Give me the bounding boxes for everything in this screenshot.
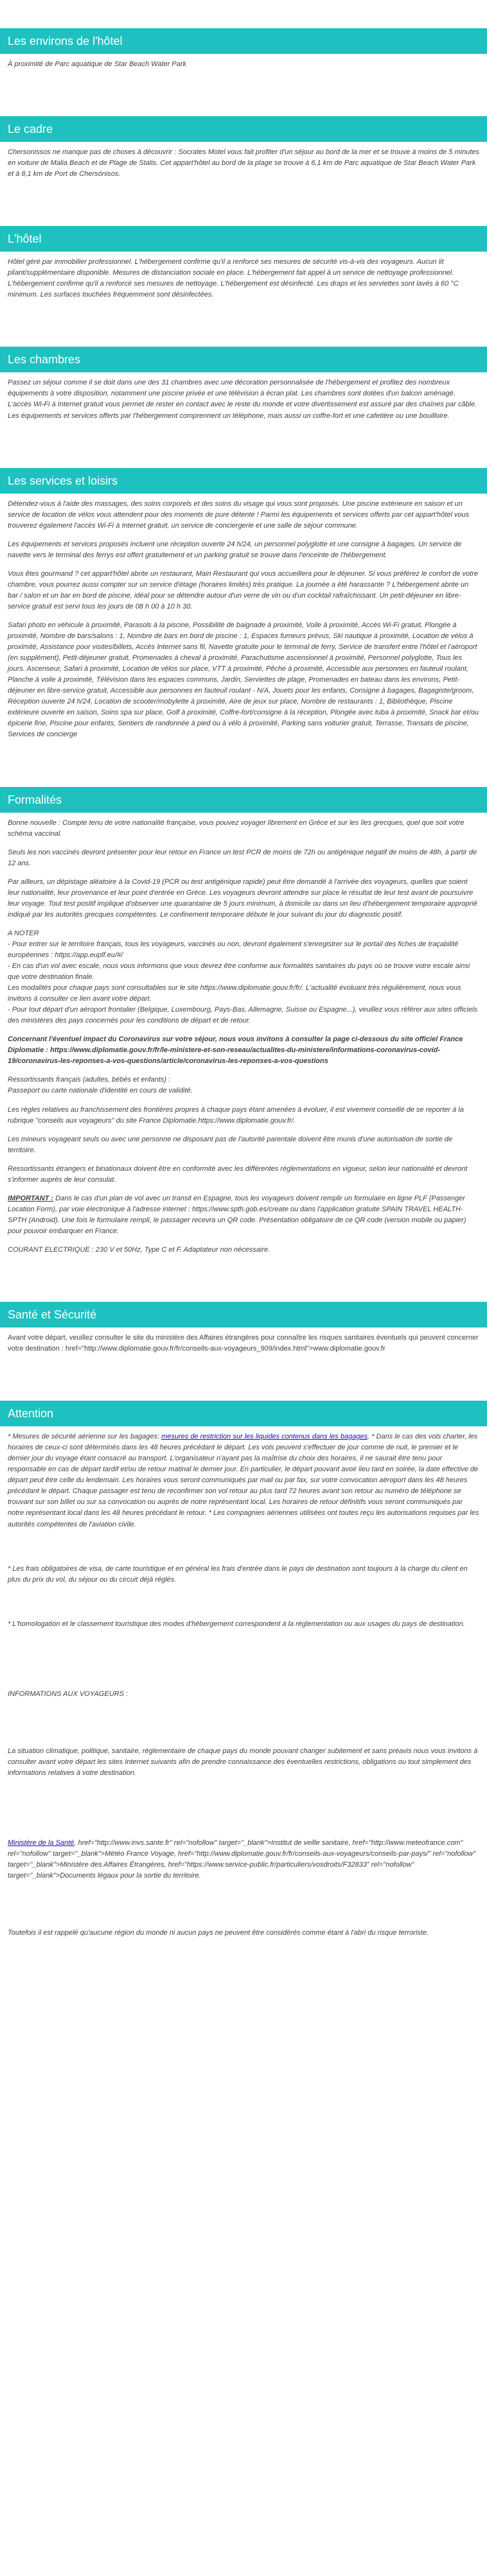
note-line: - Pour tout départ d'un aéroport frontalier (Belgique, Luxembourg, Pays-Bas, Allemagne, Suisse ou Espagne...), veuillez vous référer aux sites officiels des ministères des pays concernés pour les conditions de départ et de retour. [8,1006,478,1025]
note-line: - En cas d'un vol avec escale, nous vous informons que vous devrez être conforme aux formalités sanitaires du pays où se trouve votre escale ainsi que votre destination finale. [8,962,470,981]
environs-text: À proximité de Parc aquatique de Star Beach Water Park [8,60,186,68]
regles-text: Les règles relatives au franchissement des frontières propres à chaque pays étant amenées à évoluer, il est vivement conseillé de se reporter à la rubrique "conseils aux voyageurs" du site France Diplomatie.https://www.diplomatie.gouv.fr/. [8,1105,464,1125]
page-content [0,28,487,1939]
mineurs-text: Les mineurs voyageant seuls ou avec une personne ne disposant pas de l'autorité parentale doivent être munis d'une autorisation de sortie de territoire. [8,1135,453,1154]
etrangers-text: Ressortissants étrangers et binationaux doivent être en conformité avec les différentes réglementations en vigueur, selon leur nationalité et devront s'informer auprès de leur consulat. [8,1164,468,1184]
passeport-text: Passeport ou carte nationale d'identité en cours de validité. [8,1087,193,1095]
formalites-p1: Bonne nouvelle : Compte tenu de votre nationalité française, vous pouvez voyager librement en Grèce et sur les îles grecques, quel que soit votre schéma vaccinal. [8,818,465,838]
environs-body [0,54,487,70]
attention-p1-rest: . * Dans le cas des vols charter, les horaires de ceux-ci sont déterminés dans les 48 heures précédant le départ. Les vols peuvent s'effectuer de jour comme de nuit, le premier et le dernier jour du voyage étant consacré au transport. L'organisateur n'ayant pas la maîtrise du choix des horaires, il ne saurait être tenu pour responsable en cas de départ tardif et/ou de retour matinal le dernier jour. En particulier, le départ pouvant avoir lieu tard en soirée, la date effective de départ peut être celle du lendemain. Les horaires vous seront communiqués par mail ou par fax, sur votre convocation aéroport dans les 48 heures précédant le départ. Chaque passager est tenu de reconfirmer son vol retour au plus tard 72 heures avant son retour au numéro de téléphone se trouvant sur son billet ou sur sa convocation ou auprès de notre représentant local. Les horaires de retour définitifs vous seront communiqués par notre représentant local dans les 48 heures précédant le retour. * Les compagnies aériennes utilisées ont toutes reçu les autorisations requises par les autorités compétentes de l'aviation civile. [8,1433,479,1528]
courant-text: COURANT ELECTRIQUE : 230 V et 50Hz, Type C et F. Adaptateur non nécessaire. [8,1246,270,1254]
hotel-body [0,252,487,300]
important-text: Dans le cas d'un plan de vol avec un transit en Espagne, tous les voyageurs doivent remplir un formulaire en ligne PLF (Passenger Location Form), par voie électronique à l'adresse internet : https://www.spth.gob.es/create ou dans l'application gratuite SPAIN TRAVEL HEALTH-SPTH (Android). Une fois le formulaire rempli, le passager recevra un QR code. Présentation obligatoire de ce QR code (version mobile ou papier) pour pouvoir embarquer en France. [8,1194,466,1235]
info-voyageurs-title: INFORMATIONS AUX VOYAGEURS : [8,1690,128,1698]
attention-p2: * Les frais obligatoires de visa, de carte touristique et en général les frais d'entrée dans le pays de destination sont toujours à la charge du client en plus du prix du vol, du séjour ou du circuit déjà réglés. [8,1564,468,1584]
formalites-p2: Seuls les non vaccinés devront présenter pour leur retour en France un test PCR de moins de 72h ou antigénique négatif de moins de 48h, à partir de 12 ans. [8,848,477,867]
note-line: Les modalités pour chaque pays sont consultables sur le site https://www.diplomatie.gouv.fr/fr/. L'actualité évoluant très régulièrement, nous vous invitons à consulter ce lien avant votre départ. [8,984,461,1003]
final-text: Toutefois il est rappelé qu'aucune région du monde ni aucun pays ne peuvent être considérés comme étant à l'abri du risque terroriste. [8,1929,429,1937]
services-p2: Les équipements et services proposés incluent une réception ouverte 24 h/24, un personnel polyglotte et une consigne à bagages. Un service de navette vers le terminal des ferrys est offert gratuitement et un parking gratuit se trouve dans l'enceinte de l'hébergement. [8,540,462,559]
hotel-text: Hôtel géré par immobilier professionnel. L'hébergement confirme qu'il a renforcé ses mesures de sécurité vis-à-vis des voyageurs. Aucun lit pliant/supplémentaire disponible. Mesures de distanciation sociale en place. L'hébergement fait appel à un service de nettoyage professionnel. L'hébergement confirme qu'il a renforcé ses mesures de nettoyage. L'hébergement est désinfecté. Les draps et les serviettes sont lavés à 60 °C minimum. Les surfaces touchées fréquemment sont désinfectées. [8,258,459,299]
cadre-body [0,142,487,180]
section-title-chambres: Les chambres [0,347,487,372]
liquid-restriction-link[interactable]: mesures de restriction sur les liquides contenus dans les bagages [161,1433,368,1441]
attention-p3: * L'homologation et le classement touristique des modes d'hébergement correspondent à la réglementation ou aux usages du pays de destination. [8,1620,465,1628]
links-text: , href="http://www.invs.sante.fr" rel="nofollow" target="_blank">Institut de veille sanitaire, href="http://www.meteofrance.com" rel="nofollow" target="_blank">Météo France Voyage, href="http://www.diplomatie.gouv.fr/fr/conseils-aux-voyageurs/conseils-par-pays/" rel="nofollow" target="_blank">Ministère des Affaires Étrangères, href="https://www.service-public.fr/particuliers/vosdroits/F32833" rel="nofollow" target="_blank">Documents légaux pour la sortie du territoire. [8,1838,476,1880]
note-line: - Pour entrer sur le territoire français, tous les voyageurs, vaccinés ou non, devront également s'enregistrer sur le portail des fiches de traçabilité européennes : https://app.euplf.eu/#/ [8,940,459,959]
chambres-body [0,372,487,421]
services-body [0,494,487,741]
resortissants-label: Ressortissants français (adultes, bébés et enfants) : [8,1076,171,1084]
services-p1: Détendez-vous à l'aide des massages, des soins corporels et des soins du visage qui vous sont proposés. Une piscine extérieure en saison et un service de location de vélos vous attendent pour des moments de pure détente ! Parmi les équipements et services offerts par cet appart'hôtel vous trouverez également l'accès Wi-Fi à Internet gratuit, un service de conciergerie et une salle de séjour commune. [8,499,470,530]
section-title-services: Les services et loisirs [0,468,487,494]
section-title-attention: Attention [0,1401,487,1426]
section-title-hotel: L'hôtel [0,226,487,252]
links-paragraph [8,1838,479,1881]
section-title-formalites: Formalités [0,787,487,813]
section-title-environs: Les environs de l'hôtel [0,28,487,54]
important-label: IMPORTANT : [8,1194,54,1202]
attention-p1 [8,1431,479,1530]
sante-text: Avant votre départ, veuillez consulter le site du ministère des Affaires étrangères pour connaître les risques sanitaires éventuels qui peuvent concerner votre destination : href="http://www.diplomatie.gouv.fr/fr/conseils-aux-voyageurs_909/index.html">www.diplomatie.gouv.fr [8,1334,479,1353]
formalites-body [0,813,487,1256]
covid-info-bold: Concernant l'éventuel impact du Coronavirus sur votre séjour, nous vous invitons à consulter la page ci-dessous du site officiel France Diplomatie : https://www.diplomatie.gouv.fr/fr/le-ministere-et-son-reseau/actualites-du-ministere/informations-coronavirus-covid-19/coronavirus-les-reponses-a-vos-questions/article/coronavirus-les-reponses-a-vos-questions [8,1035,463,1066]
services-p3: Vous êtes gourmand ? cet appart'hôtel abrite un restaurant, Main Restaurant qui vous accueillera pour le déjeuner. Si vous préférez le confort de votre chambre, vous pourrez aussi compter sur un service d'étage (horaires limités) très pratique. La journée a été harassante ? L'hébergement abrite un bar / salon et un bar en bord de piscine, idéal pour se détendre autour d'un verre de vin ou d'un cocktail rafraîchissant. Un petit-déjeuner en libre-service gratuit est servi tous les jours de 08 h 00 à 10 h 30. [8,569,478,610]
services-p4: Safari photo en véhicule à proximité, Parasols à la piscine, Possibilité de baignade à proximité, Voile à proximité, Accès Wi-Fi gratuit, Plongée à proximité, Nombre de bars/salons : 1, Nombre de bars en bord de piscine : 1, Espaces fumeurs prévus, Ski nautique à proximité, Location de vélos à proximité, Assistance pour visites/billets, Accès Internet sans fil, Navette gratuite pour le terminal de ferry, Service de transfert entre l'hôtel et l'aéroport (en supplément), Petit-déjeuner gratuit, Promenades à cheval à proximité, Parachutisme ascensionnel à proximité, Personnel polyglotte, Tous les jours. Ascenseur, Safari à proximité, Location de vélos sur place, VTT à proximité, Pêche à proximité, Accessible aux personnes en fauteuil roulant, Planche à voile à proximité, Télévision dans les espaces communs, Jardin, Serviettes de plage, Promenades en bateau dans les environs, Petit-déjeuner en libre-service gratuit, Accessible aux personnes en fauteuil roulant - N/A, Jouets pour les enfants, Consigne à bagages, Bagagiste/groom, Réception ouverte 24 h/24, Location de scooter/mobylette à proximité, Aire de jeux sur place, Nombre de restaurants : 1, Bibliothèque, Piscine extérieure ouverte en saison, Soins spa sur place, Golf à proximité, Coffre-fort/consigne à la réception, Plongée avec tuba à proximité, Snack bar et/ou épicerie fine, Piscine pour enfants, Sentiers de randonnée à pied ou à vélo à proximité, Parking sans voiturier gratuit, Terrasse, Transats de piscine, Services de concierge [8,621,479,739]
section-title-cadre: Le cadre [0,116,487,142]
formalites-p3: Par ailleurs, un dépistage aléatoire à la Covid-19 (PCR ou test antigénique rapide) peut être demandé à l'arrivée des voyageurs, quelles que soient leur nationalité, leur provenance et leur point d'entrée en Grèce. Les voyageurs devront attendre sur place le résultat de leur test avant de poursuivre leur voyage. Tout test positif implique d'observer une quarantaine de 5 jours minimum, à domicile ou dans un lieu d'hébergement temporaire approprié indiqué par les autorités grecques compétentes. Le confinement temporaire débute le jour suivant du jour du diagnostic positif. [8,877,477,919]
important-paragraph [8,1193,479,1237]
sante-body [0,1327,487,1354]
section-title-sante: Santé et Sécurité [0,1302,487,1327]
cadre-text: Chersonissos ne manque pas de choses à découvrir : Socrates Motel vous fait profiter d'un séjour au bord de la mer et se trouve à moins de 5 minutes en voiture de Malia Beach et de Plage de Stalis. Cet appart'hôtel au bord de la plage se trouve à 6,1 km de Parc aquatique de Star Beach Water Park et à 8,1 km de Port de Chersónisos. [8,148,479,178]
attention-body [0,1426,487,1939]
note-title: A NOTER [8,929,39,937]
ministere-sante-link[interactable]: Ministère de la Santé [8,1838,75,1847]
chambres-text: Passez un séjour comme il se doit dans une des 31 chambres avec une décoration personnalisée de l'hébergement et profitez des nombreux équipements à votre disposition, notamment une piscine privée et une télévision à écran plat. Les chambres sont dotées d'un balcon aménagé. L'accès Wi-Fi à Internet gratuit vous permet de rester en contact avec le reste du monde et votre divertissement est assuré par des chaînes par câble. Les équipements et services offerts par l'hébergement comprennent un téléphone, mais aussi un coffre-fort et une cafetière ou une bouilloire. [8,379,477,420]
info-voyageurs-text: La situation climatique, politique, sanitaire, réglementaire de chaque pays du monde pouvant changer subitement et sans préavis nous vous invitons à consulter avant votre départ les sites Internet suivants afin de prendre connaissance des éventuelles restrictions, obligations ou tout simplement des informations relatives à votre destination. [8,1747,478,1777]
attention-p1-prefix: * Mesures de sécurité aérienne sur les bagages: [8,1433,162,1441]
